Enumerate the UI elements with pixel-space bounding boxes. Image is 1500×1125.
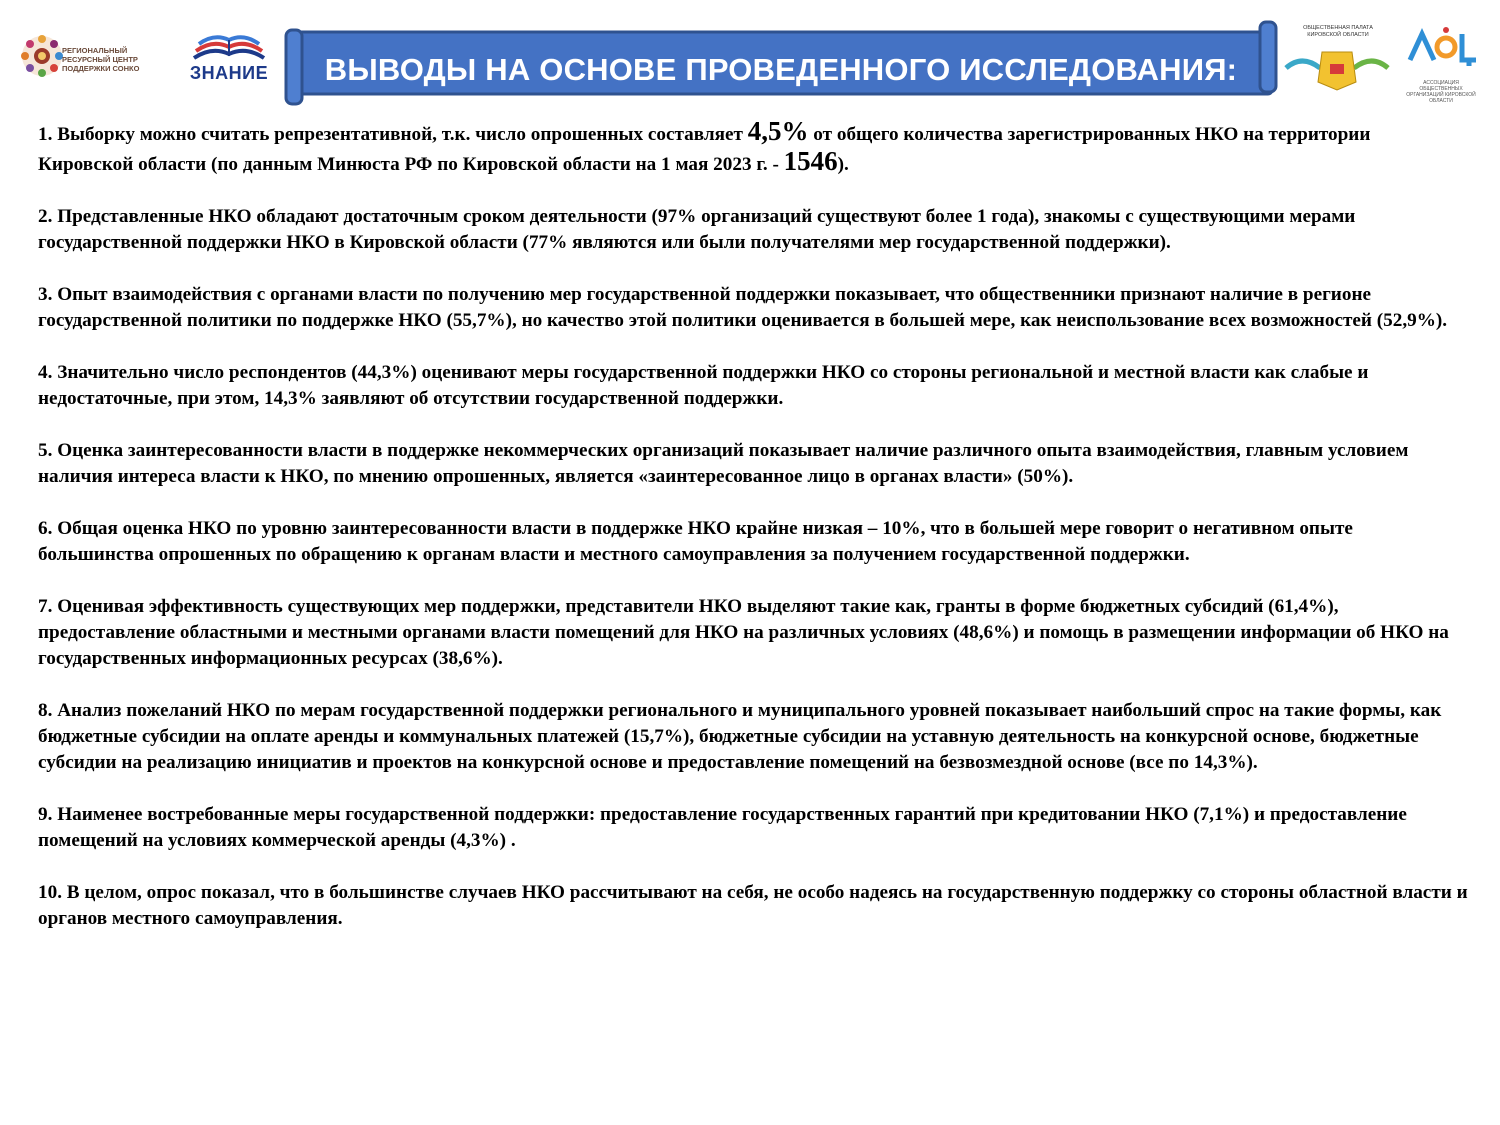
conclusion-3: 3. Опыт взаимодействия с органами власти по получению мер государственной поддержки показывает, что общественники признают наличие в регионе государственной политики по поддержке НКО (55,7%), но качество этой политики оценивается в большей мере, как неиспользование всех возможностей (52,9%). <box>38 284 1448 331</box>
sample-share-highlight: 4,5% <box>747 116 809 146</box>
public-chamber-logo-text: ОБЩЕСТВЕННАЯ ПАЛАТА КИРОВСКОЙ ОБЛАСТИ <box>1303 25 1373 38</box>
open-book-icon <box>186 24 272 64</box>
public-chamber-emblem-icon <box>1282 38 1392 94</box>
znanie-logo-text: ЗНАНИЕ <box>189 63 269 83</box>
page-title: ВЫВОДЫ НА ОСНОВЕ ПРОВЕДЕННОГО ИССЛЕДОВАНИЯ: <box>324 52 1238 87</box>
resource-center-logo-text: РЕГИОНАЛЬНЫЙ РЕСУРСНЫЙ ЦЕНТР ПОДДЕРЖКИ СОНКО <box>62 46 140 73</box>
znanie-logo <box>186 24 272 84</box>
conclusion-1: 1. Выборку можно считать репрезентативной, т.к. число опрошенных составляет 4,5% от общего количества зарегистрированных НКО на территории Кировской области (по данным Минюста РФ по Кировской области на 1 мая 2023 г. - 1546). <box>38 116 1371 176</box>
conclusion-2: 2. Представленные НКО обладают достаточным сроком деятельности (97% организаций существуют более 1 года), знакомы с существующими мерами государственной поддержки НКО в Кировской области (77% являются или были получателями мер государственной поддержки). <box>38 206 1356 253</box>
conclusion-5: 5. Оценка заинтересованности власти в поддержке некоммерческих организаций показывает наличие различного опыта взаимодействия, главным условием наличия интереса власти к НКО, по мнению опрошенных, является «заинтересованное лицо в органах власти» (50%). <box>38 440 1409 487</box>
conclusions-list <box>38 118 1468 958</box>
conclusion-7: 7. Оценивая эффективность существующих мер поддержки, представители НКО выделяют такие как, гранты в форме бюджетных субсидий (61,4%), предоставление областными и местными органами власти помещений для НКО на различных условиях (48,6%) и помощь в размещении информации об НКО на государственных информационных ресурсах (38,6%). <box>38 596 1449 669</box>
association-logo-text: АССОЦИАЦИЯ ОБЩЕСТВЕННЫХ ОРГАНИЗАЦИЙ КИРОВСКОЙ ОБЛАСТИ <box>1406 80 1476 104</box>
conclusion-4: 4. Значительно число респондентов (44,3%) оценивают меры государственной поддержки НКО со стороны региональной и местной власти как слабые и недостаточные, при этом, 14,3% заявляют об отсутствии государственной поддержки. <box>38 362 1369 409</box>
title-banner <box>284 18 1278 108</box>
slide-header <box>0 0 1500 112</box>
flower-emblem-icon <box>20 34 64 78</box>
conclusion-6: 6. Общая оценка НКО по уровню заинтересованности власти в поддержке НКО крайне низкая – 10%, что в большей мере говорит о негативном опыте большинства опрошенных по обращению к органам власти и местного самоуправления за получением государственной поддержки. <box>38 518 1353 565</box>
conclusion-8: 8. Анализ пожеланий НКО по мерам государственной поддержки регионального и муниципального уровней показывает наибольший спрос на такие формы, как бюджетные субсидии на оплате аренды и коммунальных платежей (15,7%), бюджетные субсидии на уставную деятельность на конкурсной основе, бюджетные субсидии на реализацию инициатив и проектов на конкурсной основе и предоставление помещений на безвозмездной основе (все по 14,3%). <box>38 700 1442 773</box>
conclusion-10: 10. В целом, опрос показал, что в большинстве случаев НКО рассчитывают на себя, не особо надеясь на государственную поддержку со стороны областной власти и органов местного самоуправления. <box>38 882 1468 929</box>
conclusion-9: 9. Наименее востребованные меры государственной поддержки: предоставление государственных гарантий при кредитовании НКО (7,1%) и предоставление помещений на условиях коммерческой аренды (4,3%) . <box>38 804 1407 851</box>
resource-center-logo <box>20 26 170 92</box>
public-chamber-logo <box>1282 20 1392 92</box>
registered-nko-count: 1546 <box>783 146 838 176</box>
association-emblem-icon <box>1402 20 1480 78</box>
association-logo <box>1402 20 1480 104</box>
